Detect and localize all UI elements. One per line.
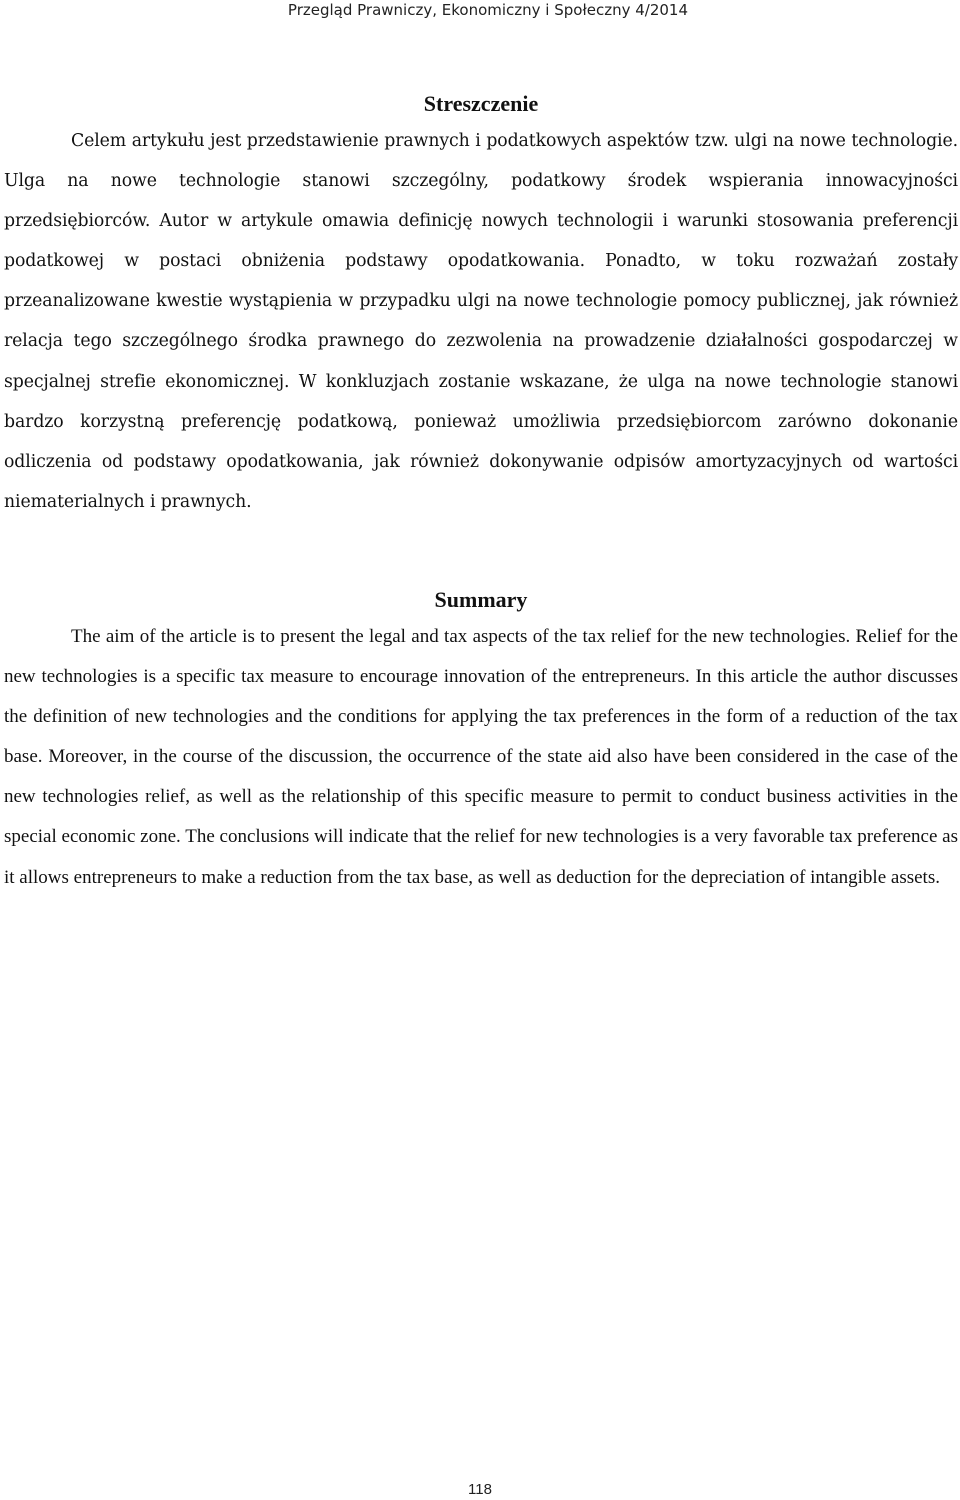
abstract-polish-title: Streszczenie: [423, 91, 539, 116]
running-header: Przegląd Prawniczy, Ekonomiczny i Społeczny 4/2014: [287, 1, 688, 19]
abstract-english-section: [4, 583, 958, 898]
abstract-english-text: The aim of the article is to present the legal and tax aspects of the tax relief for the new technologies. Relief for the new technologies is a specific tax measure to encourage innovation of the entrepreneurs. In this article the author discusses the definition of new technologies and the conditions for applying the tax preferences in the form of a reduction of the tax base. Moreover, in the course of the discussion, the occurrence of the state aid also have been considered in the case of the new technologies relief, as well as the relationship of this specific measure to permit to conduct business activities in the special economic zone. The conclusions will indicate that the relief for new technologies is a very favorable tax preference as it allows entrepreneurs to make a reduction from the tax base, as well as deduction for the depreciation of intangible assets.: [4, 626, 958, 888]
page-number: 118: [468, 1481, 492, 1498]
abstract-polish-section: [4, 87, 958, 522]
abstract-polish-text: Celem artykułu jest przedstawienie prawnych i podatkowych aspektów tzw. ulgi na nowe technologie. Ulga na nowe technologie stanowi szczególny, podatkowy środek wspierania innowacyjności przedsiębiorców. Autor w artykule omawia definicję nowych technologii i warunki stosowania preferencji podatkowej w postaci obniżenia podstawy opodatkowania. Ponadto, w toku rozważań zostały przeanalizowane kwestie wystąpienia w przypadku ulgi na nowe technologie pomocy publicznej, jak również relacja tego szczególnego środka prawnego do zezwolenia na prowadzenie działalności gospodarczej w specjalnej strefie ekonomicznej. W konkluzjach zostanie wskazane, że ulga na nowe technologie stanowi bardzo korzystną preferencję podatkową, ponieważ umożliwia przedsiębiorcom zarówno dokonanie odliczenia od podstawy opodatkowania, jak również dokonywanie odpisów amortyzacyjnych od wartości niematerialnych i prawnych.: [4, 131, 958, 512]
abstract-english-title: Summary: [434, 587, 528, 612]
